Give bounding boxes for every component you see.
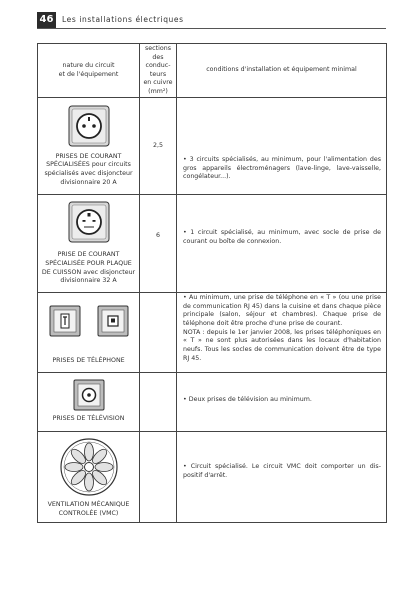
page-number: 46 bbox=[37, 12, 56, 28]
table-header-row bbox=[38, 44, 387, 98]
chapter-title: Les installations électriques bbox=[62, 15, 184, 24]
equipment-cell bbox=[38, 293, 140, 373]
equipment-name: PRISES DE TÉLÉVISION bbox=[52, 415, 125, 422]
icon-wrap bbox=[38, 437, 139, 497]
header-section-line: sections bbox=[145, 45, 171, 52]
header-section-line: des bbox=[152, 53, 164, 61]
header-conditions: conditions d'installation et équipement minimal bbox=[177, 44, 387, 98]
table-row bbox=[38, 98, 387, 195]
equipment-cell bbox=[38, 98, 140, 195]
condition-text: • Deux prises de télévision au minimum. bbox=[183, 396, 312, 403]
tv-socket-icon bbox=[73, 379, 105, 411]
conditions-cell bbox=[177, 98, 387, 195]
icon-wrap bbox=[38, 379, 139, 411]
header-equipment-line: et de l'équipement bbox=[58, 70, 119, 78]
header-equipment-line: nature du circuit bbox=[62, 62, 115, 69]
equipment-name: VENTILATION MÉCANIQUE CONTROLÉE (VMC) bbox=[47, 501, 130, 517]
table-row bbox=[38, 432, 387, 523]
header-equipment bbox=[38, 44, 140, 98]
page-header bbox=[37, 12, 386, 29]
conditions-cell bbox=[177, 432, 387, 523]
section-cell bbox=[140, 432, 177, 523]
header-section bbox=[140, 44, 177, 98]
header-section-line: teurs bbox=[149, 70, 167, 78]
equipment-label bbox=[38, 501, 139, 518]
ventilation-vent-icon bbox=[59, 437, 119, 497]
header-section-line: en cuivre bbox=[143, 79, 173, 86]
condition-text: • Au minimum, une prise de téléphone en « T » (ou une prise de communication RJ 45) dans la cuisine et dans chaque pièce principale (salon, séjour et chambres). Chaque prise de téléphone doit être proche d'une prise de courant. bbox=[183, 294, 381, 328]
equipment-cell bbox=[38, 195, 140, 293]
equipment-name: PRISES DE COURANT SPÉCIALISÉES bbox=[46, 152, 122, 169]
equipment-detail: avec disjoncteur divisionnaire 32 A bbox=[60, 268, 136, 285]
section-cell: 6 bbox=[140, 195, 177, 293]
icon-wrap bbox=[38, 105, 139, 147]
telephone-socket-t-icon bbox=[49, 305, 81, 337]
section-cell bbox=[140, 373, 177, 432]
equipment-label bbox=[38, 153, 139, 188]
conditions-cell bbox=[177, 373, 387, 432]
equipment-detail: pour circuits spécialisés avec disjoncteur divisionnaire 20 A bbox=[44, 161, 133, 186]
icon-wrap bbox=[38, 201, 139, 243]
equipment-cell bbox=[38, 432, 140, 523]
power-outlet-icon bbox=[68, 105, 110, 147]
condition-text: • 3 circuits spécialisés, au minimum, pour l'alimentation des gros appareils électroménagers (lave-linge, lave-vaisselle, congélateur...). bbox=[183, 156, 381, 181]
conditions-cell bbox=[177, 195, 387, 293]
table-row bbox=[38, 293, 387, 373]
condition-text: • 1 circuit spécialisé, au minimum, avec socle de prise de courant ou boîte de connexion. bbox=[183, 229, 381, 245]
equipment-name: PRISES DE TÉLÉPHONE bbox=[52, 357, 125, 365]
telephone-socket-rj45-icon bbox=[97, 305, 129, 337]
equipment-label bbox=[38, 357, 139, 366]
header-section-line: (mm²) bbox=[148, 87, 168, 95]
condition-note: NOTA : depuis le 1er janvier 2008, les prises téléphoniques en « T » ne sont plus autorisées dans les locaux d'habitation neufs. Tous les socles de communication doivent être de type RJ 45. bbox=[183, 328, 381, 362]
table-row bbox=[38, 195, 387, 293]
conditions-cell bbox=[177, 293, 387, 373]
section-cell bbox=[140, 293, 177, 373]
section-cell: 2,5 bbox=[140, 98, 177, 195]
equipment-cell bbox=[38, 373, 140, 432]
installations-table bbox=[37, 43, 387, 523]
cooktop-outlet-icon bbox=[68, 201, 110, 243]
equipment-name: PRISE DE COURANT SPÉCIALISÉE POUR PLAQUE DE CUISSON bbox=[41, 251, 132, 276]
equipment-label bbox=[38, 415, 139, 424]
condition-text: • Circuit spécialisé. Le circuit VMC doit comporter un dis-positif d'arrêt. bbox=[183, 463, 381, 479]
equipment-label bbox=[38, 251, 139, 286]
icon-wrap bbox=[38, 305, 139, 337]
table-row bbox=[38, 373, 387, 432]
header-section-line: conduc- bbox=[145, 62, 171, 69]
